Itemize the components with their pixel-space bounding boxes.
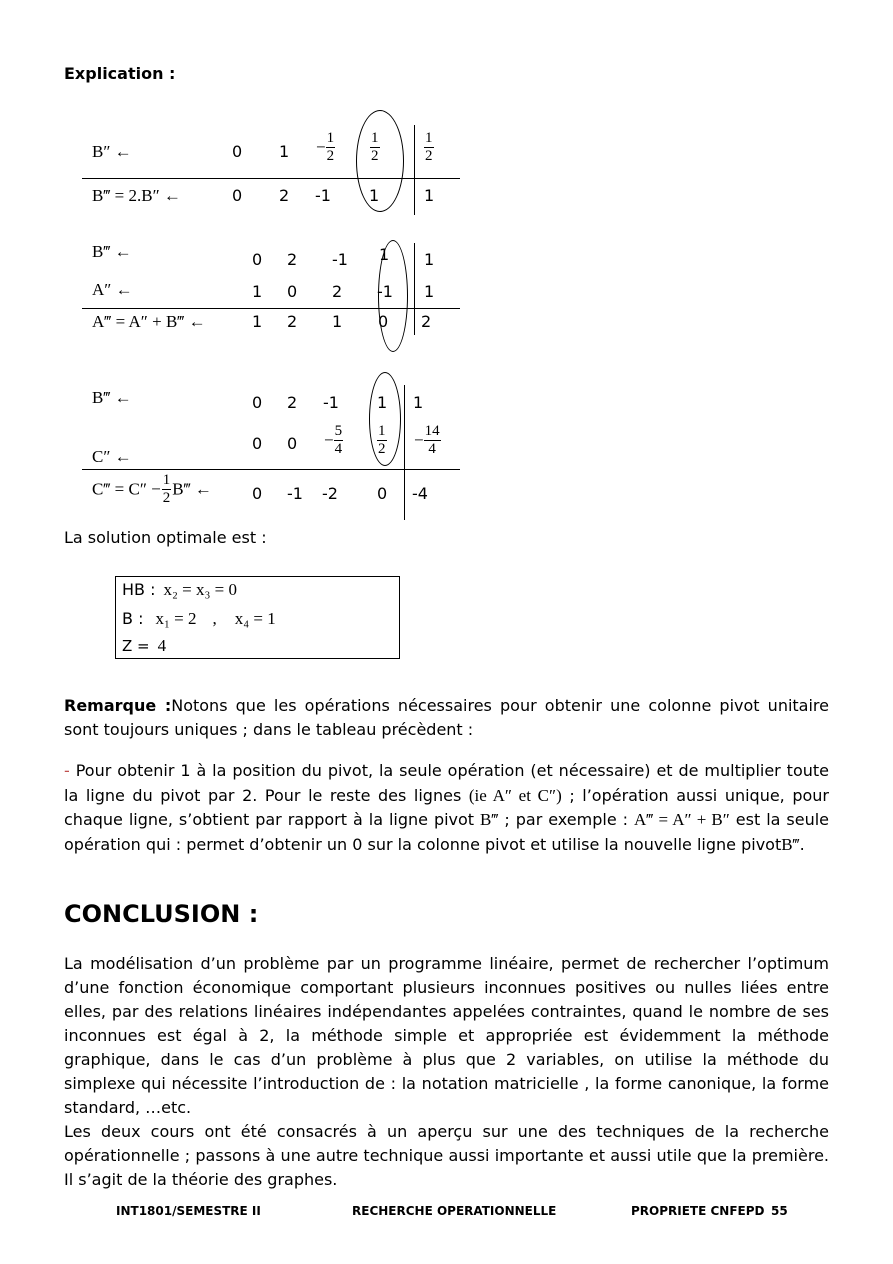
pivot-cell-fraction: $\frac{1}{2}$ bbox=[371, 130, 379, 164]
table-cell: 2 bbox=[332, 282, 343, 301]
pivot-cell: 0 bbox=[377, 484, 388, 503]
table-cell: 0 bbox=[252, 393, 263, 412]
row-label: B″ ← bbox=[92, 142, 132, 161]
b-separator: , bbox=[212, 609, 217, 628]
footer-subject: RECHERCHE OPERATIONNELLE bbox=[352, 1204, 557, 1218]
pivot-cell-fraction: $\frac{1}{2}$ bbox=[378, 423, 386, 457]
table-cell: 0 bbox=[287, 434, 298, 453]
remarque-paragraph bbox=[64, 694, 829, 742]
bullet-dash: - bbox=[64, 761, 70, 780]
table-cell: 2 bbox=[287, 250, 298, 269]
solution-box bbox=[115, 576, 400, 659]
math-expression: (ie A″ et C″) bbox=[468, 785, 562, 805]
row-label: A″ ← bbox=[92, 280, 133, 299]
z-value: 4 bbox=[157, 636, 167, 655]
bullet-text: ; l’opération aussi unique, pour chaque ligne, s’obtient par rapport à la ligne pivot bbox=[64, 785, 830, 829]
hb-label: HB : bbox=[122, 580, 156, 599]
table-cell: -2 bbox=[322, 484, 338, 503]
conclusion-paragraph-2: Les deux cours ont été consacrés à un aperçu sur une des techniques de la recherche opérationnelle ; passons à une autre technique aussi importante et aussi utile que la première. Il s’agit de la théorie des graphes. bbox=[64, 1122, 829, 1189]
row-label: C‴ = C″ − $\frac{1}{2}$ B‴ ← bbox=[92, 472, 212, 506]
b-value-1: x₁ = 2 bbox=[155, 609, 197, 628]
bullet-text: . bbox=[799, 834, 805, 854]
hb-value: x₂ = x₃ = 0 bbox=[163, 580, 238, 599]
rhs-separator bbox=[404, 385, 405, 520]
table-cell: -1 bbox=[287, 484, 303, 503]
footer-course: INT1801/SEMESTRE II bbox=[116, 1204, 261, 1218]
rhs-cell: -4 bbox=[412, 484, 428, 503]
row-label: B‴ ← bbox=[92, 242, 132, 261]
table-cell: 2 bbox=[287, 393, 298, 412]
table-cell: 1 bbox=[252, 312, 263, 331]
table-cell: -1 bbox=[323, 393, 339, 412]
table-cell: 0 bbox=[252, 250, 263, 269]
table-cell: 1 bbox=[332, 312, 343, 331]
b-label: B : bbox=[122, 609, 144, 628]
bullet-text: Pour obtenir 1 à la position du pivot, la seule opération (et nécessaire) et de multiplier toute la ligne du pivot par 2. Pour le reste des lignes bbox=[64, 761, 829, 805]
bullet-text: est la seule opération qui : permet d’obtenir un 0 sur la colonne pivot et utilise la nouvelle ligne pivot bbox=[64, 810, 830, 854]
table-cell: 2 bbox=[279, 186, 290, 205]
table-cell: 2 bbox=[287, 312, 298, 331]
conclusion-paragraph-1: La modélisation d’un problème par un programme linéaire, permet de rechercher l’optimum d’une fonction économique comportant plusieurs inconnues positives ou nulles liées entre elles, par des relations linéaires indépendantes appelées contraintes, quand le nombre de ses inconnues est égal à 2, la méthode simple et appropriée est évidemment la méthode graphique, dans le cas d’un problème à plus que 2 variables, on utilise la méthode du simplexe qui nécessite l’introduction de : la notation matricielle , la forme canonique, la forme standard, …etc. bbox=[64, 954, 829, 1117]
heading-explication: Explication : bbox=[64, 64, 176, 83]
rhs-cell: 2 bbox=[421, 312, 432, 331]
pivot-cell: 1 bbox=[377, 393, 388, 412]
conclusion-heading: CONCLUSION : bbox=[64, 900, 259, 928]
math-expression: B‴ bbox=[781, 834, 800, 854]
table-cell: 1 bbox=[279, 142, 290, 161]
rhs-cell: 1 bbox=[413, 393, 424, 412]
pivot-cell: 1 bbox=[379, 245, 390, 264]
table-cell: 1 bbox=[252, 282, 263, 301]
table-cell: 0 bbox=[252, 434, 263, 453]
row-label: B‴ ← bbox=[92, 388, 132, 407]
row-label: B‴ = 2.B″ ← bbox=[92, 186, 181, 205]
rhs-cell: 1 bbox=[424, 186, 435, 205]
pivot-oval bbox=[369, 372, 401, 466]
table-cell: 0 bbox=[287, 282, 298, 301]
math-expression: B‴ bbox=[480, 810, 499, 829]
row-label: A‴ = A″ + B‴ ← bbox=[92, 312, 206, 331]
math-expression: A‴ = A″ + B″ bbox=[633, 810, 730, 829]
table-divider bbox=[82, 178, 460, 179]
page-number: 55 bbox=[771, 1204, 788, 1218]
pivot-oval bbox=[356, 110, 404, 212]
pivot-cell: 0 bbox=[378, 312, 389, 331]
table-cell: 0 bbox=[252, 484, 263, 503]
table-cell: 0 bbox=[232, 142, 243, 161]
rhs-separator bbox=[414, 243, 415, 335]
table-cell-fraction: − $\frac{5}{4}$ bbox=[324, 423, 343, 457]
rhs-separator bbox=[414, 125, 415, 215]
pivot-cell: 1 bbox=[369, 186, 380, 205]
table-cell: -1 bbox=[315, 186, 331, 205]
table-cell: 0 bbox=[232, 186, 243, 205]
bullet-text: ; par exemple : bbox=[498, 810, 634, 829]
pivot-cell: -1 bbox=[377, 282, 393, 301]
rhs-cell: 1 bbox=[424, 282, 435, 301]
row-label: C″ ← bbox=[92, 447, 132, 466]
z-label: Z = bbox=[122, 637, 150, 655]
pivot-oval bbox=[378, 240, 408, 352]
rhs-cell-fraction: $\frac{1}{2}$ bbox=[425, 130, 433, 164]
solution-intro: La solution optimale est : bbox=[64, 528, 267, 547]
bullet-paragraph bbox=[64, 759, 829, 857]
rhs-cell: 1 bbox=[424, 250, 435, 269]
b-value-2: x₄ = 1 bbox=[234, 609, 276, 628]
rhs-cell-fraction: − $\frac{14}{4}$ bbox=[414, 423, 440, 457]
remarque-label: Remarque : bbox=[64, 696, 172, 715]
table-cell-fraction: − $\frac{1}{2}$ bbox=[316, 130, 335, 164]
table-cell: -1 bbox=[332, 250, 348, 269]
footer-owner: PROPRIETE CNFEPD bbox=[631, 1204, 765, 1218]
remarque-text: Notons que les opérations nécessaires pour obtenir une colonne pivot unitaire sont toujours uniques ; dans le tableau précèdent : bbox=[64, 696, 829, 739]
